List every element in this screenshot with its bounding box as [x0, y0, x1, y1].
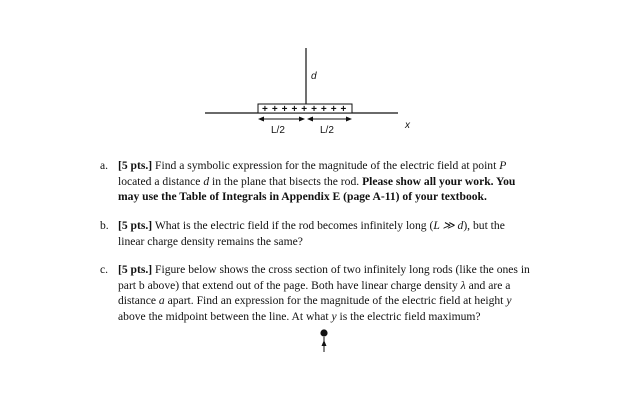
problem-c-text5: is the electric field maximum?	[339, 309, 481, 323]
problem-b-text1: What is the electric field if the rod becomes infinitely long (	[154, 219, 434, 232]
problem-c-text3: apart. Find an expression for the magnitude of the electric field at height	[167, 294, 504, 307]
problem-c-var-a: a	[158, 294, 165, 307]
problem-c-marker: c.	[100, 263, 109, 276]
problem-c-points: [5 pts.]	[118, 263, 153, 276]
problem-c-text2: and are a distance	[118, 278, 511, 307]
field-point-dot	[320, 329, 327, 336]
problem-b-math: L ≫ d	[433, 219, 464, 232]
problem-c-var-y1: y	[506, 294, 512, 307]
distance-label-d: d	[311, 71, 317, 82]
rod-diagram	[0, 0, 640, 160]
left-arrowhead-left	[258, 117, 264, 122]
problem-a-text	[118, 158, 530, 205]
problem-a-marker: a.	[100, 159, 109, 172]
problem-a-text3: in the plane that bisects the rod.	[212, 174, 360, 188]
problem-c-text1: Figure below shows the cross section of two infinitely long rods (like the ones in part b above) that extend out of the page. Both have linear charge density	[118, 263, 530, 292]
problem-b-points: [5 pts.]	[118, 219, 153, 232]
problem-b	[100, 218, 530, 249]
problem-c-lambda: λ	[460, 278, 466, 292]
right-arrowhead-right	[346, 117, 352, 122]
problem-a-text2: located a distance	[118, 174, 201, 188]
right-arrowhead-left	[307, 117, 313, 122]
height-arrowhead	[322, 340, 327, 346]
problem-c-text4: above the midpoint between the line. At what	[118, 309, 329, 323]
field-point-figure	[314, 328, 334, 354]
left-arrowhead-right	[299, 117, 305, 122]
problem-b-marker: b.	[100, 219, 109, 232]
problem-c	[100, 262, 530, 324]
right-half-length-label: L/2	[320, 125, 334, 136]
problem-a-var-d: d	[203, 174, 210, 188]
problem-c-text	[118, 262, 530, 324]
x-axis-label: x	[405, 120, 410, 131]
problem-c-var-y2: y	[331, 309, 337, 323]
rod-charges: + + + + + + + + +	[262, 104, 347, 115]
problem-a-points: [5 pts.]	[118, 159, 153, 172]
problem-a-var-p: P	[499, 159, 507, 172]
problem-b-text	[118, 218, 530, 249]
problem-a-instructions: Please show all your work. You may use the Table of Integrals in Appendix E (page A-11) of your textbook.	[118, 174, 516, 203]
problem-a	[100, 158, 530, 205]
problem-a-text1: Find a symbolic expression for the magnitude of the electric field at point	[155, 159, 497, 172]
left-half-length-label: L/2	[271, 125, 285, 136]
problem-b-text2: ), but the linear charge density remains the same?	[118, 219, 505, 248]
